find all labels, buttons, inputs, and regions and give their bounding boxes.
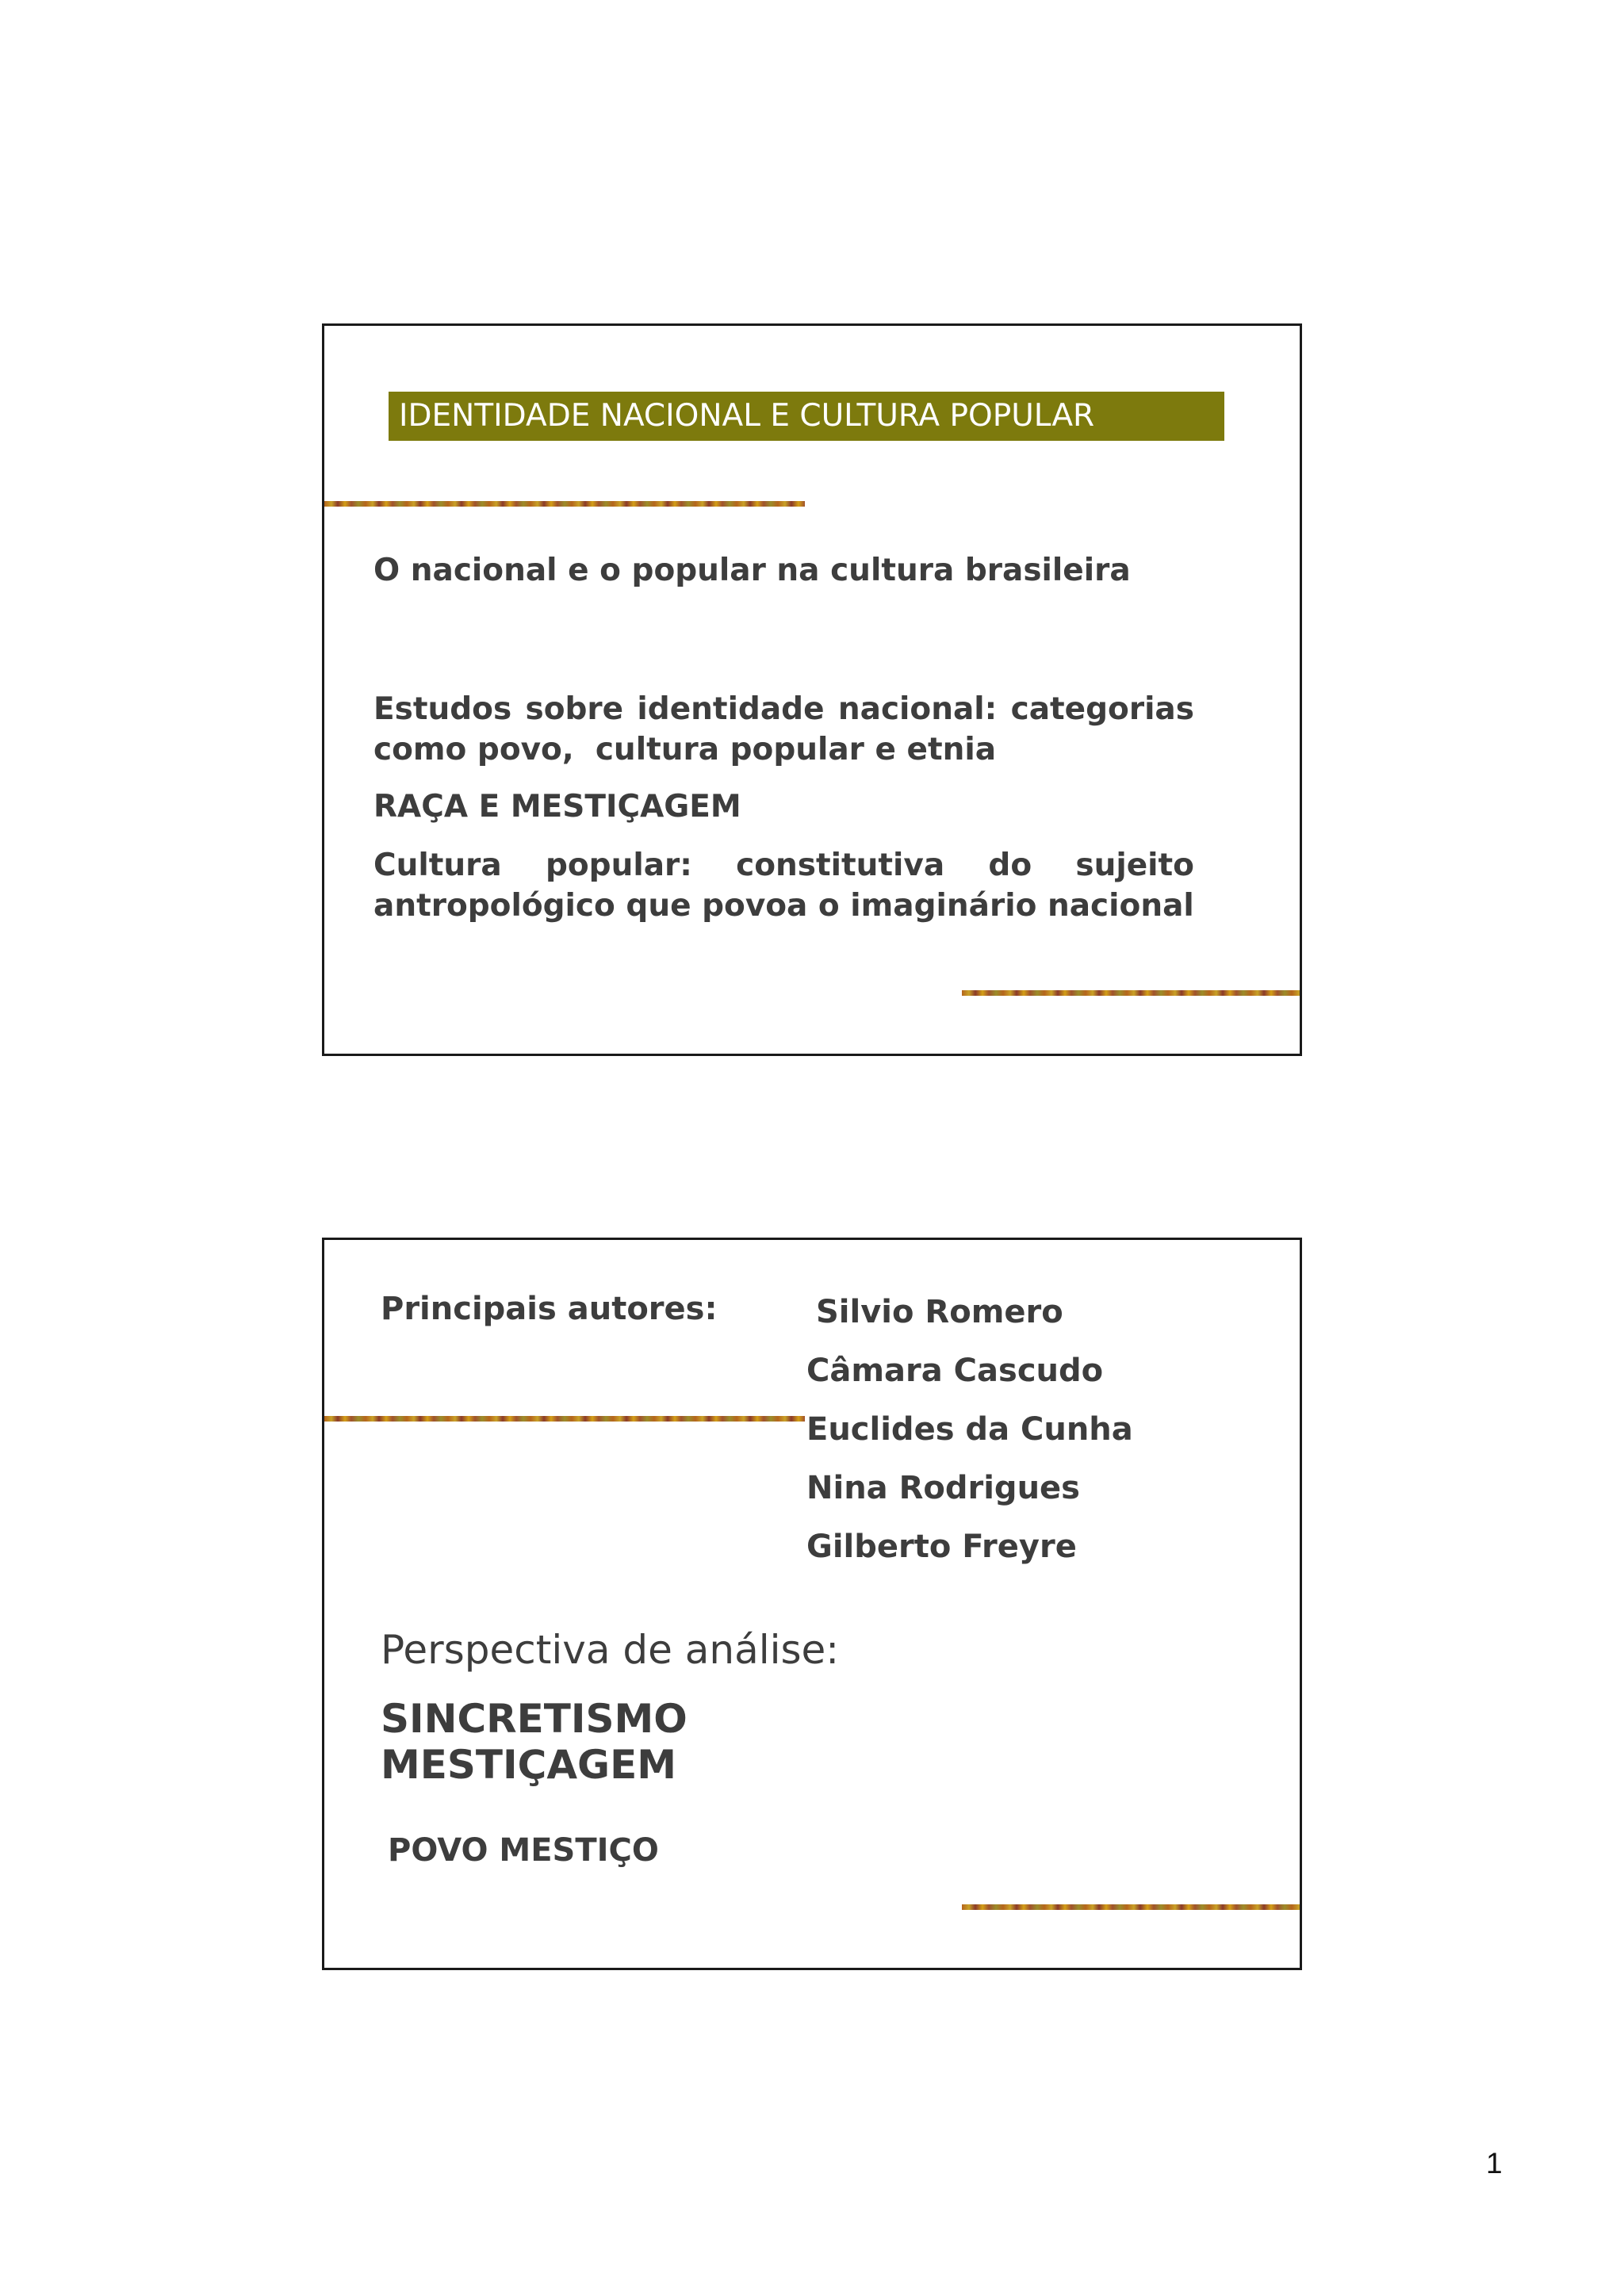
studies-line-2: como povo, cultura popular e etnia: [373, 732, 997, 767]
popular-culture-line-2: antropológico que povoa o imaginário nacional: [373, 888, 1194, 924]
slide-subtitle: O nacional e o popular na cultura brasileira: [373, 553, 1131, 588]
popular-culture-paragraph: [373, 845, 1194, 926]
author-item: Gilberto Freyre: [806, 1529, 1077, 1565]
slide-title: IDENTIDADE NACIONAL E CULTURA POPULAR: [389, 392, 1224, 441]
decorative-bar-left: [324, 501, 805, 507]
studies-paragraph: [373, 689, 1194, 770]
race-heading: RAÇA E MESTIÇAGEM: [373, 789, 741, 825]
word: identidade: [637, 691, 825, 727]
people-label: POVO MESTIÇO: [388, 1832, 659, 1869]
word: nacional:: [837, 691, 998, 727]
studies-line-1: [373, 689, 1194, 729]
page-number: 1: [1486, 2147, 1503, 2179]
author-item: Silvio Romero: [816, 1294, 1063, 1330]
word: constitutiva: [736, 848, 945, 883]
author-item: Euclides da Cunha: [806, 1411, 1133, 1448]
authors-label: Principais autores:: [381, 1291, 718, 1327]
popular-culture-line-1: [373, 845, 1194, 886]
decorative-bar-right: [962, 990, 1300, 996]
word: Cultura: [373, 848, 502, 883]
authors-list: [806, 1283, 1133, 1576]
perspective-label: Perspectiva de análise:: [381, 1627, 840, 1673]
decorative-bar-right: [962, 1904, 1300, 1910]
author-item: Nina Rodrigues: [806, 1470, 1080, 1506]
word: popular:: [545, 848, 692, 883]
word: do: [988, 848, 1032, 883]
concept-mesticagem: MESTIÇAGEM: [381, 1742, 676, 1788]
word: sobre: [525, 691, 624, 727]
decorative-bar-left: [324, 1416, 805, 1422]
word: sujeito: [1075, 848, 1194, 883]
author-item: Câmara Cascudo: [806, 1353, 1104, 1389]
concept-sincretismo: SINCRETISMO: [381, 1696, 688, 1742]
word: categorias: [1010, 691, 1194, 727]
slide-1: [322, 323, 1302, 1056]
word: Estudos: [373, 691, 512, 727]
slide-2: [322, 1238, 1302, 1970]
